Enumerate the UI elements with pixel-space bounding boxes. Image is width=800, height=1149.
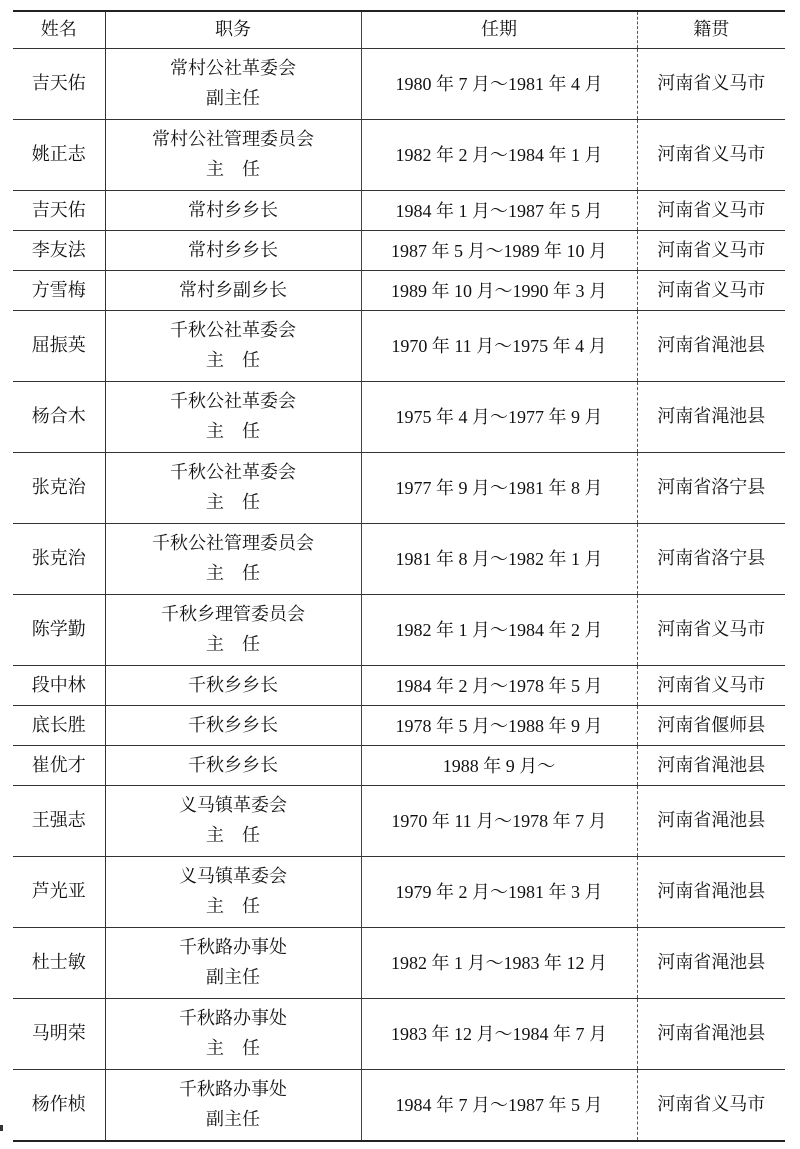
post-line: 千秋乡乡长 bbox=[188, 754, 278, 776]
header-row bbox=[13, 11, 785, 49]
cell-place: 河南省义马市 bbox=[637, 595, 785, 666]
officials-table bbox=[13, 10, 785, 1142]
cell-post bbox=[105, 857, 361, 928]
table-row bbox=[13, 786, 785, 857]
cell-term: 1978 年 5 月～1988 年 9 月 bbox=[361, 706, 637, 746]
cell-post bbox=[105, 120, 361, 191]
post-line: 副主任 bbox=[206, 1109, 260, 1130]
cell-place: 河南省义马市 bbox=[637, 49, 785, 120]
cell-term: 1980 年 7 月～1981 年 4 月 bbox=[361, 49, 637, 120]
post-line: 千秋路办事处 bbox=[179, 1008, 287, 1029]
cell-name: 王强志 bbox=[13, 786, 105, 857]
post-line: 千秋乡理管委员会 bbox=[161, 604, 305, 625]
post-line: 千秋公社革委会 bbox=[170, 320, 296, 341]
cell-term: 1970 年 11 月～1975 年 4 月 bbox=[361, 311, 637, 382]
table-row bbox=[13, 191, 785, 231]
table-row bbox=[13, 1070, 785, 1142]
post-line: 常村乡副乡长 bbox=[179, 279, 287, 301]
table-row bbox=[13, 595, 785, 666]
cell-post bbox=[105, 706, 361, 746]
cell-place: 河南省渑池县 bbox=[637, 746, 785, 786]
post-line: 副主任 bbox=[206, 967, 260, 988]
cell-post bbox=[105, 453, 361, 524]
cell-post bbox=[105, 231, 361, 271]
cell-name: 段中林 bbox=[13, 666, 105, 706]
post-line: 主 任 bbox=[206, 159, 260, 180]
cell-post bbox=[105, 666, 361, 706]
cell-name: 陈学勤 bbox=[13, 595, 105, 666]
cell-name: 杨合木 bbox=[13, 382, 105, 453]
cell-term: 1989 年 10 月～1990 年 3 月 bbox=[361, 271, 637, 311]
table-row bbox=[13, 120, 785, 191]
post-line: 千秋乡乡长 bbox=[188, 714, 278, 736]
post-line: 主 任 bbox=[206, 825, 260, 846]
cell-post bbox=[105, 382, 361, 453]
table-row bbox=[13, 857, 785, 928]
cell-place: 河南省渑池县 bbox=[637, 786, 785, 857]
table-row bbox=[13, 524, 785, 595]
cell-post bbox=[105, 524, 361, 595]
cell-post bbox=[105, 595, 361, 666]
post-line: 主 任 bbox=[206, 350, 260, 371]
header-name: 姓名 bbox=[13, 11, 105, 49]
cell-post bbox=[105, 49, 361, 120]
cell-place: 河南省渑池县 bbox=[637, 857, 785, 928]
post-line: 千秋公社革委会 bbox=[170, 391, 296, 412]
post-line: 主 任 bbox=[206, 421, 260, 442]
header-place: 籍贯 bbox=[637, 11, 785, 49]
cell-post bbox=[105, 928, 361, 999]
cell-post bbox=[105, 1070, 361, 1142]
table-body bbox=[13, 49, 785, 1142]
post-line: 千秋公社管理委员会 bbox=[152, 533, 314, 554]
post-line: 千秋路办事处 bbox=[179, 937, 287, 958]
post-line: 常村乡乡长 bbox=[188, 199, 278, 221]
cell-term: 1984 年 1 月～1987 年 5 月 bbox=[361, 191, 637, 231]
post-line: 千秋乡乡长 bbox=[188, 674, 278, 696]
header-term: 任期 bbox=[361, 11, 637, 49]
table-row bbox=[13, 666, 785, 706]
cell-term: 1977 年 9 月～1981 年 8 月 bbox=[361, 453, 637, 524]
cell-name: 姚正志 bbox=[13, 120, 105, 191]
cell-term: 1987 年 5 月～1989 年 10 月 bbox=[361, 231, 637, 271]
cell-term: 1982 年 2 月～1984 年 1 月 bbox=[361, 120, 637, 191]
cell-term: 1970 年 11 月～1978 年 7 月 bbox=[361, 786, 637, 857]
cell-name: 张克治 bbox=[13, 453, 105, 524]
header-post: 职务 bbox=[105, 11, 361, 49]
cell-term: 1988 年 9 月～ bbox=[361, 746, 637, 786]
cell-name: 芦光亚 bbox=[13, 857, 105, 928]
table-row bbox=[13, 706, 785, 746]
post-line: 主 任 bbox=[206, 492, 260, 513]
cell-name: 李友法 bbox=[13, 231, 105, 271]
cell-post bbox=[105, 786, 361, 857]
post-line: 义马镇革委会 bbox=[179, 795, 287, 816]
cell-name: 杜士敏 bbox=[13, 928, 105, 999]
table-row bbox=[13, 999, 785, 1070]
cell-place: 河南省偃师县 bbox=[637, 706, 785, 746]
cell-term: 1984 年 2 月～1978 年 5 月 bbox=[361, 666, 637, 706]
table-row bbox=[13, 746, 785, 786]
cell-place: 河南省渑池县 bbox=[637, 928, 785, 999]
cell-name: 崔优才 bbox=[13, 746, 105, 786]
post-line: 千秋公社革委会 bbox=[170, 462, 296, 483]
table-row bbox=[13, 928, 785, 999]
post-line: 常村乡乡长 bbox=[188, 239, 278, 261]
cell-place: 河南省渑池县 bbox=[637, 382, 785, 453]
cell-name: 杨作桢 bbox=[13, 1070, 105, 1142]
post-line: 主 任 bbox=[206, 634, 260, 655]
cell-place: 河南省义马市 bbox=[637, 666, 785, 706]
table-row bbox=[13, 382, 785, 453]
cell-place: 河南省义马市 bbox=[637, 1070, 785, 1142]
cell-term: 1982 年 1 月～1984 年 2 月 bbox=[361, 595, 637, 666]
cell-name: 方雪梅 bbox=[13, 271, 105, 311]
cell-name: 底长胜 bbox=[13, 706, 105, 746]
post-line: 常村公社革委会 bbox=[170, 58, 296, 79]
cell-term: 1983 年 12 月～1984 年 7 月 bbox=[361, 999, 637, 1070]
cell-name: 张克治 bbox=[13, 524, 105, 595]
cell-term: 1975 年 4 月～1977 年 9 月 bbox=[361, 382, 637, 453]
post-line: 义马镇革委会 bbox=[179, 866, 287, 887]
cell-post bbox=[105, 271, 361, 311]
cell-place: 河南省渑池县 bbox=[637, 311, 785, 382]
cell-post bbox=[105, 191, 361, 231]
cell-place: 河南省义马市 bbox=[637, 191, 785, 231]
table-row bbox=[13, 453, 785, 524]
cell-post bbox=[105, 311, 361, 382]
cell-term: 1981 年 8 月～1982 年 1 月 bbox=[361, 524, 637, 595]
cell-place: 河南省洛宁县 bbox=[637, 524, 785, 595]
post-line: 主 任 bbox=[206, 896, 260, 917]
cell-name: 吉天佑 bbox=[13, 191, 105, 231]
table-row bbox=[13, 271, 785, 311]
table-row bbox=[13, 231, 785, 271]
cell-term: 1979 年 2 月～1981 年 3 月 bbox=[361, 857, 637, 928]
cell-name: 吉天佑 bbox=[13, 49, 105, 120]
cell-term: 1984 年 7 月～1987 年 5 月 bbox=[361, 1070, 637, 1142]
cell-place: 河南省渑池县 bbox=[637, 999, 785, 1070]
table-row bbox=[13, 49, 785, 120]
cell-term: 1982 年 1 月～1983 年 12 月 bbox=[361, 928, 637, 999]
post-line: 主 任 bbox=[206, 563, 260, 584]
cell-name: 马明荣 bbox=[13, 999, 105, 1070]
cell-name: 屈振英 bbox=[13, 311, 105, 382]
table-row bbox=[13, 311, 785, 382]
post-line: 副主任 bbox=[206, 88, 260, 109]
cell-place: 河南省义马市 bbox=[637, 231, 785, 271]
cell-place: 河南省洛宁县 bbox=[637, 453, 785, 524]
post-line: 常村公社管理委员会 bbox=[152, 129, 314, 150]
scan-mark bbox=[0, 1125, 3, 1131]
cell-post bbox=[105, 746, 361, 786]
post-line: 主 任 bbox=[206, 1038, 260, 1059]
cell-place: 河南省义马市 bbox=[637, 120, 785, 191]
post-line: 千秋路办事处 bbox=[179, 1079, 287, 1100]
cell-place: 河南省义马市 bbox=[637, 271, 785, 311]
cell-post bbox=[105, 999, 361, 1070]
